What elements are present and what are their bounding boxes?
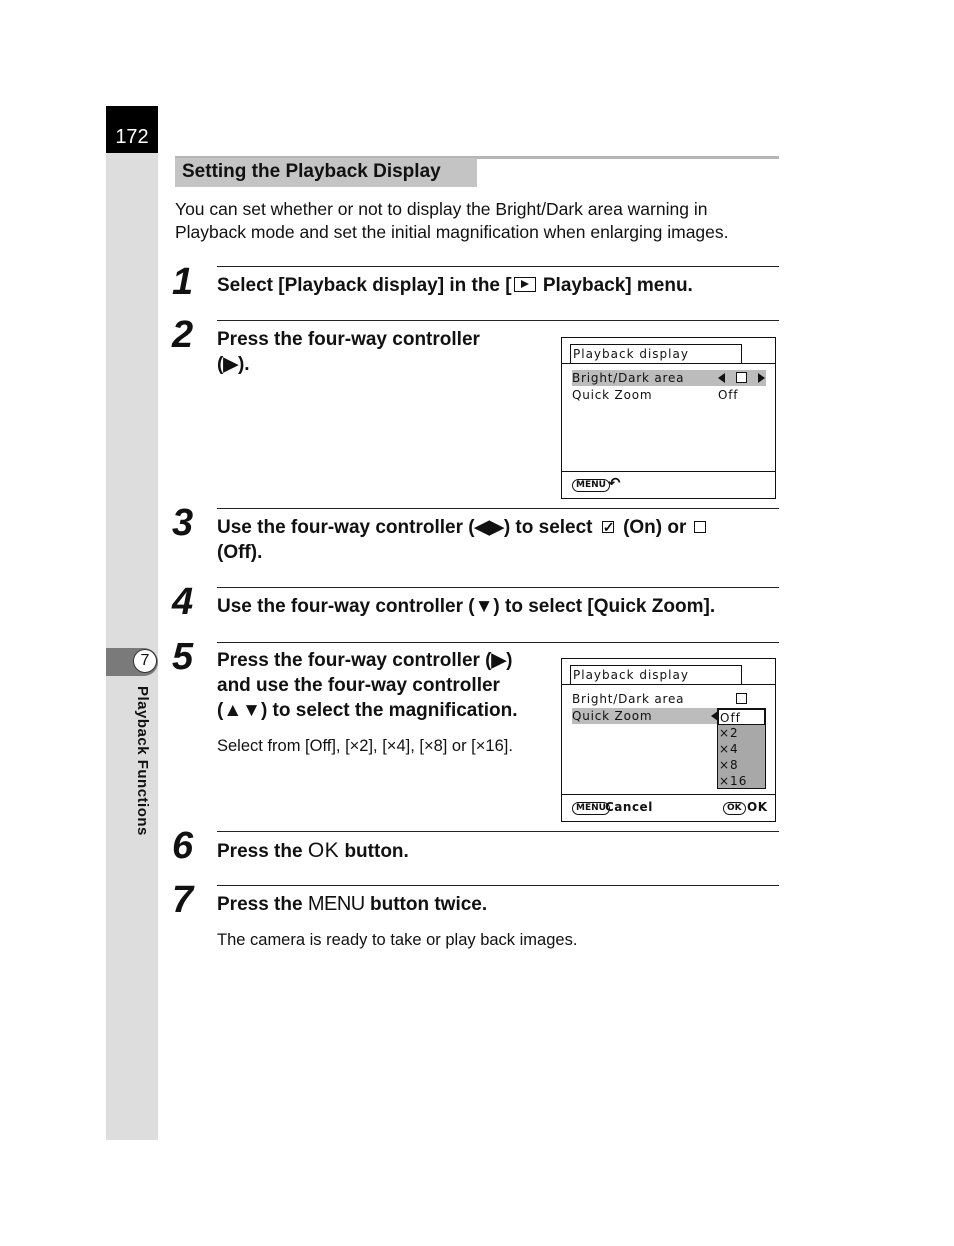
back-arrow-icon: ↶ — [608, 474, 622, 492]
page-number: 172 — [115, 126, 149, 148]
step-6-text: Press the OK button. — [217, 839, 409, 862]
step-number: 3 — [172, 502, 194, 544]
option-x2: ×2 — [719, 726, 739, 740]
menu-row-bright-dark: Bright/Dark area — [572, 370, 766, 386]
step-5-text: Press the four-way controller (▶) and use the four-way controller (▲▼) to select the magnification. — [217, 650, 518, 721]
playback-icon — [514, 277, 536, 292]
ok-button-icon: OK — [723, 802, 746, 815]
screen-tab: Playback display — [570, 344, 742, 364]
option-x8: ×8 — [719, 758, 739, 772]
screen-tab: Playback display — [570, 665, 742, 685]
checkbox-off-icon — [736, 372, 747, 383]
ok-button-label: OK — [307, 839, 340, 862]
step-divider — [217, 320, 779, 321]
step-divider — [217, 587, 779, 588]
camera-screen-quick-zoom — [561, 658, 776, 822]
screen-footer — [562, 471, 775, 498]
step-number: 5 — [172, 636, 194, 678]
camera-screen-playback-display — [561, 337, 776, 499]
menu-button-icon: MENU — [572, 802, 610, 815]
option-x4: ×4 — [719, 742, 739, 756]
menu-button-label: MENU — [307, 893, 365, 915]
step-divider — [217, 831, 779, 832]
step-7-subtext: The camera is ready to take or play back images. — [217, 931, 578, 949]
step-7-text: Press the MENU button twice. — [217, 893, 488, 915]
step-divider — [217, 508, 779, 509]
arrow-left-icon — [718, 373, 725, 383]
cancel-label: Cancel — [605, 800, 653, 814]
menu-row-quick-zoom: Quick Zoom Off — [572, 388, 739, 402]
magnification-dropdown — [717, 708, 766, 789]
step-3-text: Use the four-way controller (◀▶) to select ✓ (On) or (Off). — [217, 515, 708, 565]
checkbox-on-icon — [602, 521, 614, 533]
checkbox-off-icon — [736, 693, 747, 704]
menu-row-quick-zoom: Quick Zoom — [572, 708, 766, 724]
chapter-title: Playback Functions — [134, 686, 151, 836]
step-number: 2 — [172, 314, 194, 356]
step-number: 6 — [172, 825, 194, 867]
step-number: 4 — [172, 581, 194, 623]
option-x16: ×16 — [719, 774, 748, 788]
step-2-text: Press the four-way controller (▶). — [217, 329, 480, 375]
menu-row-bright-dark: Bright/Dark area — [572, 691, 766, 707]
section-intro: You can set whether or not to display the Bright/Dark area warning in Playback mode and set the initial magnification when enlarging images. — [175, 199, 729, 242]
step-5-subtext: Select from [Off], [×2], [×4], [×8] or [×16]. — [217, 737, 513, 755]
step-divider — [217, 266, 779, 267]
arrow-right-icon — [758, 373, 765, 383]
section-heading: Setting the Playback Display — [175, 158, 477, 187]
checkbox-off-icon — [694, 521, 706, 533]
step-1-text: Select [Playback display] in the [ Playback] menu. — [217, 275, 693, 296]
step-number: 1 — [172, 261, 194, 303]
step-4-text: Use the four-way controller (▼) to select [Quick Zoom]. — [217, 596, 716, 617]
step-number: 7 — [172, 879, 194, 921]
chapter-number: 7 — [133, 649, 157, 673]
page-sidebar — [106, 106, 158, 1140]
step-divider — [217, 885, 779, 886]
step-divider — [217, 642, 779, 643]
menu-button-icon: MENU — [572, 479, 610, 492]
ok-label: OK — [747, 800, 768, 814]
screen-footer — [562, 794, 775, 821]
option-off: Off — [718, 709, 765, 725]
